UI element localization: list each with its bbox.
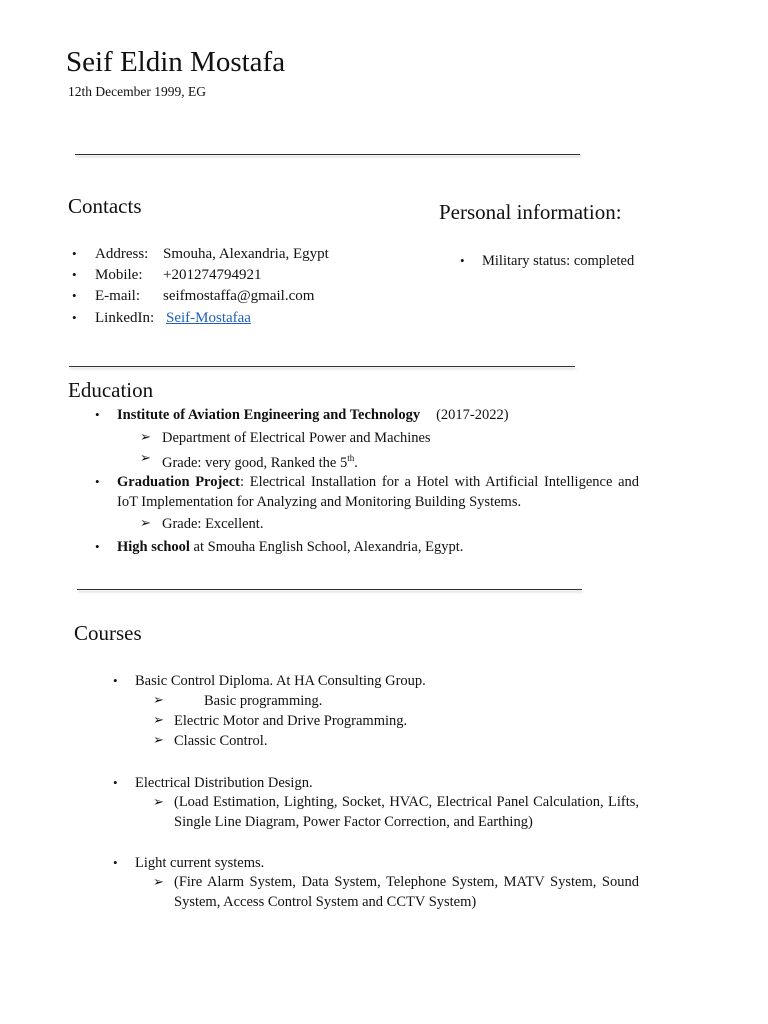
course-item: Light current systems.	[135, 855, 265, 871]
education-grade	[162, 448, 358, 473]
course-item: Basic Control Diploma. At HA Consulting Group.	[135, 673, 426, 689]
course-subitem: Basic programming.	[204, 693, 323, 709]
bullet: •	[72, 267, 77, 282]
bullet: •	[113, 673, 118, 688]
arrow-icon: ➢	[140, 429, 151, 444]
divider-3	[77, 589, 582, 590]
divider-1	[75, 154, 580, 155]
bullet: •	[72, 288, 77, 303]
grade-sup: th	[347, 453, 355, 463]
bullet: •	[95, 474, 100, 489]
project-label: Graduation Project	[117, 474, 241, 490]
military-status: Military status: completed	[482, 253, 635, 269]
bullet: •	[95, 407, 100, 422]
institute-name: Institute of Aviation Engineering and Technology	[117, 407, 421, 423]
bullet: •	[72, 246, 77, 261]
course-subitem: Electric Motor and Drive Programming.	[174, 713, 408, 729]
arrow-icon: ➢	[153, 874, 164, 889]
personal-info-heading: Personal information:	[439, 200, 622, 224]
contact-label: Address:	[95, 246, 149, 262]
divider-2	[69, 366, 575, 367]
arrow-icon: ➢	[153, 712, 164, 727]
course-item: Electrical Distribution Design.	[135, 775, 313, 791]
contact-email	[95, 286, 314, 306]
bullet: •	[95, 539, 100, 554]
course-subitem: Classic Control.	[174, 733, 268, 749]
contact-value: +201274794921	[163, 267, 262, 283]
arrow-icon: ➢	[153, 732, 164, 747]
contact-label: LinkedIn:	[95, 310, 155, 326]
bullet: •	[72, 310, 77, 325]
education-years: (2017-2022)	[436, 407, 509, 423]
contact-address	[95, 244, 329, 264]
project-grade: Grade: Excellent.	[162, 516, 264, 532]
education-heading: Education	[68, 378, 154, 402]
courses-heading: Courses	[74, 621, 142, 645]
contact-label: Mobile:	[95, 267, 143, 283]
bullet: •	[113, 855, 118, 870]
resume-name: Seif Eldin Mostafa	[66, 46, 286, 78]
bullet: •	[113, 775, 118, 790]
graduation-project	[117, 472, 639, 512]
linkedin-link[interactable]: Seif-Mostafaa	[166, 310, 251, 326]
arrow-icon: ➢	[153, 794, 164, 809]
high-school	[117, 537, 463, 557]
highschool-label: High school	[117, 539, 190, 555]
arrow-icon: ➢	[140, 450, 151, 465]
arrow-icon: ➢	[140, 515, 151, 530]
arrow-icon: ➢	[153, 692, 164, 707]
highschool-text: at Smouha English School, Alexandria, Egypt.	[189, 539, 464, 555]
course-subitem: (Load Estimation, Lighting, Socket, HVAC, Electrical Panel Calculation, Lifts, Single Line Diagram, Power Factor Correction, and Earthing)	[174, 794, 639, 830]
grade-text: Grade: very good, Ranked the 5	[162, 454, 348, 471]
course-subitem: (Fire Alarm System, Data System, Telephone System, MATV System, Sound System, Access Control System and CCTV System)	[174, 874, 639, 910]
contact-mobile	[95, 265, 261, 285]
grade-suffix: .	[354, 454, 358, 471]
education-institute	[117, 405, 509, 425]
date-of-birth: 12th December 1999, EG	[68, 84, 206, 99]
education-dept: Department of Electrical Power and Machines	[162, 430, 431, 446]
contacts-heading: Contacts	[68, 194, 142, 218]
contact-value: seifmostaffa@gmail.com	[163, 288, 315, 304]
contact-label: E-mail:	[95, 288, 140, 304]
contact-linkedin	[95, 308, 251, 328]
project-text: : Electrical Installation for a Hotel with Artificial Intelligence and IoT Implementation for Analyzing and Monitoring Building Systems.	[117, 474, 640, 510]
contact-value: Smouha, Alexandria, Egypt	[163, 246, 329, 262]
bullet: •	[460, 253, 465, 268]
